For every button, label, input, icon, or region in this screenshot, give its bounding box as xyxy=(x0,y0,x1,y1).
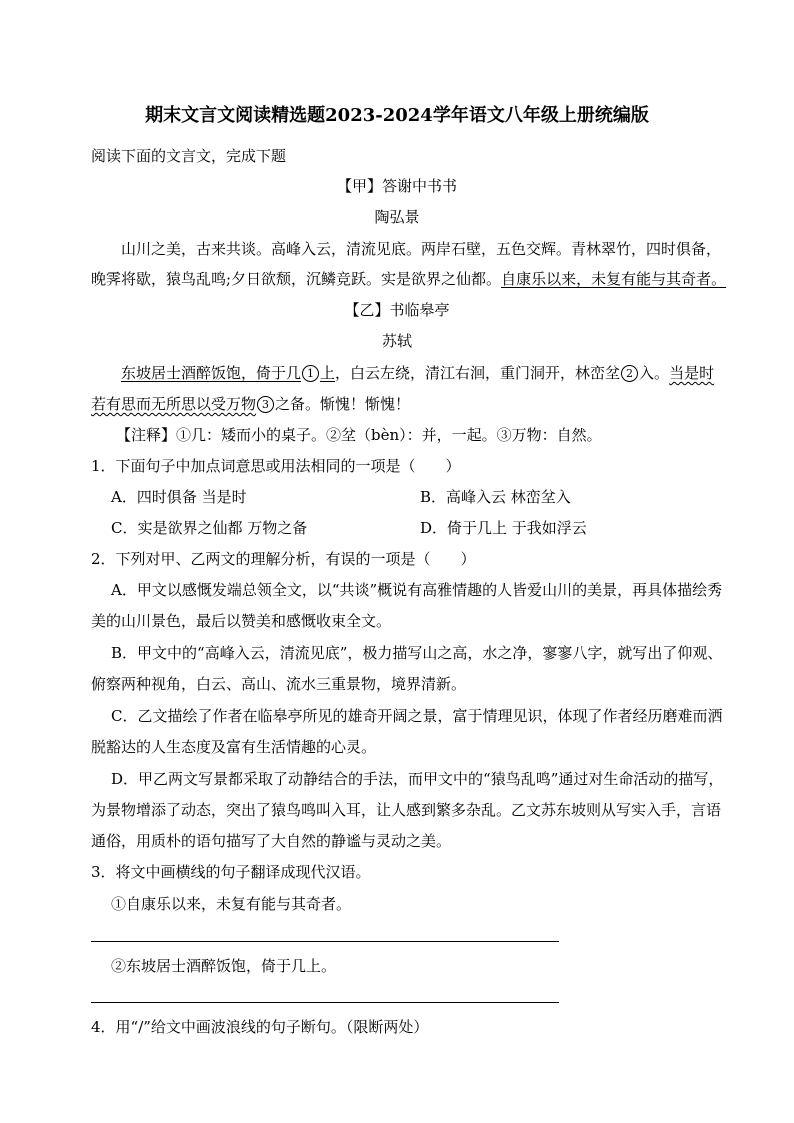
q1-option-a[interactable]: A．四时俱备 当是时 xyxy=(111,488,247,506)
jia-text-plain: 晚霁将歇，猿鸟乱鸣;夕日欲颓，沉鳞竞跃。实是欲界之仙都。 xyxy=(91,270,502,288)
yi-underlined-sentence: 东坡居士酒醉饭饱，倚于几 1 上 xyxy=(121,364,336,382)
q1-option-c[interactable]: C．实是欲界之仙都 万物之备 xyxy=(111,519,308,537)
annotation: 【注释】①几：矮而小的桌子。②坌（bèn）：并，一起。③万物：自然。 xyxy=(116,426,602,444)
note-mark-3: 3 xyxy=(257,396,274,413)
yi-author: 苏轼 xyxy=(381,332,412,350)
jia-underlined-sentence: 自康乐以来，未复有能与其奇者。 xyxy=(501,270,727,288)
yi-text-line2: 若有思而无所思以受万物 3 之备。惭愧！惭愧！ xyxy=(91,395,411,413)
q3-stem: 3．将文中画横线的句子翻译成现代汉语。 xyxy=(91,863,371,881)
q1-option-d[interactable]: D．倚于几上 于我如浮云 xyxy=(420,519,587,537)
q2-option-c-line2[interactable]: 脱豁达的人生态度及富有生活情趣的心灵。 xyxy=(91,738,377,756)
q2-stem: 2．下列对甲、乙两文的理解分析，有误的一项是（ ） xyxy=(91,550,476,568)
q1-stem: 1．下面句子中加点词意思或用法相同的一项是（ ） xyxy=(91,457,461,475)
q3-item2: ②东坡居士酒醉饭饱，倚于几上。 xyxy=(111,957,337,975)
jia-heading: 【甲】答谢中书书 xyxy=(336,177,457,195)
q2-option-b-line1[interactable]: B．甲文中的“高峰入云，清流见底”，极力描写山之高，水之净，寥寥八字，就写出了仰观、 xyxy=(111,644,723,662)
page-title: 期末文言文阅读精选题2023-2024学年语文八年级上册统编版 xyxy=(145,105,649,126)
q4-stem: 4．用“/”给文中画波浪线的句子断句。（限断两处） xyxy=(91,1018,429,1036)
q3-item1: ①自康乐以来，未复有能与其奇者。 xyxy=(111,895,352,913)
note-mark-2: 2 xyxy=(621,365,638,382)
jia-text-line1: 山川之美，古来共谈。高峰入云，清流见底。两岸石壁，五色交辉。青林翠竹，四时俱备， xyxy=(121,240,722,258)
yi-text-line1: 东坡居士酒醉饭饱，倚于几 1 上，白云左绕，清江右洄，重门洞开，林峦坌 2 入。当是时 xyxy=(121,364,715,382)
jia-author: 陶弘景 xyxy=(374,208,420,226)
yi-heading: 【乙】书临皋亭 xyxy=(344,301,450,319)
q3-answer-line-2[interactable] xyxy=(91,1002,559,1003)
q1-option-b[interactable]: B．高峰入云 林峦坌入 xyxy=(420,488,571,506)
q2-option-c-line1[interactable]: C．乙文描绘了作者在临皋亭所见的雄奇开阔之景，富于情理见识，体现了作者经历磨难而洒 xyxy=(111,707,723,725)
yi-wavy-sentence-part2: 若有思而无所思以受万物 xyxy=(91,395,257,413)
yi-wavy-sentence-part1: 当是时 xyxy=(669,364,715,382)
q2-option-b-line2[interactable]: 俯察两种视角，白云、高山、流水三重景物，境界清新。 xyxy=(91,675,467,693)
q2-option-a-line1[interactable]: A．甲文以感慨发端总领全文，以“共谈”概说有高雅情趣的人皆爱山川的美景，再具体描绘秀 xyxy=(111,581,723,599)
instruction: 阅读下面的文言文，完成下题 xyxy=(91,147,287,165)
q2-option-d-line1[interactable]: D．甲乙两文写景都采取了动静结合的手法，而甲文中的“猿鸟乱鸣”通过对生命活动的描写， xyxy=(111,770,724,788)
q2-option-a-line2[interactable]: 美的山川景色，最后以赞美和感慨收束全文。 xyxy=(91,612,392,630)
jia-text-line2 xyxy=(91,268,726,290)
q2-option-d-line3[interactable]: 通俗，用质朴的语句描写了大自然的静谧与灵动之美。 xyxy=(91,832,452,850)
q2-option-d-line2[interactable]: 为景物增添了动态，突出了猿鸟鸣叫入耳，让人感到繁多杂乱。乙文苏东坡则从写实入手，言语 xyxy=(91,801,722,819)
note-mark-1: 1 xyxy=(302,365,319,382)
q3-answer-line-1[interactable] xyxy=(91,941,559,942)
